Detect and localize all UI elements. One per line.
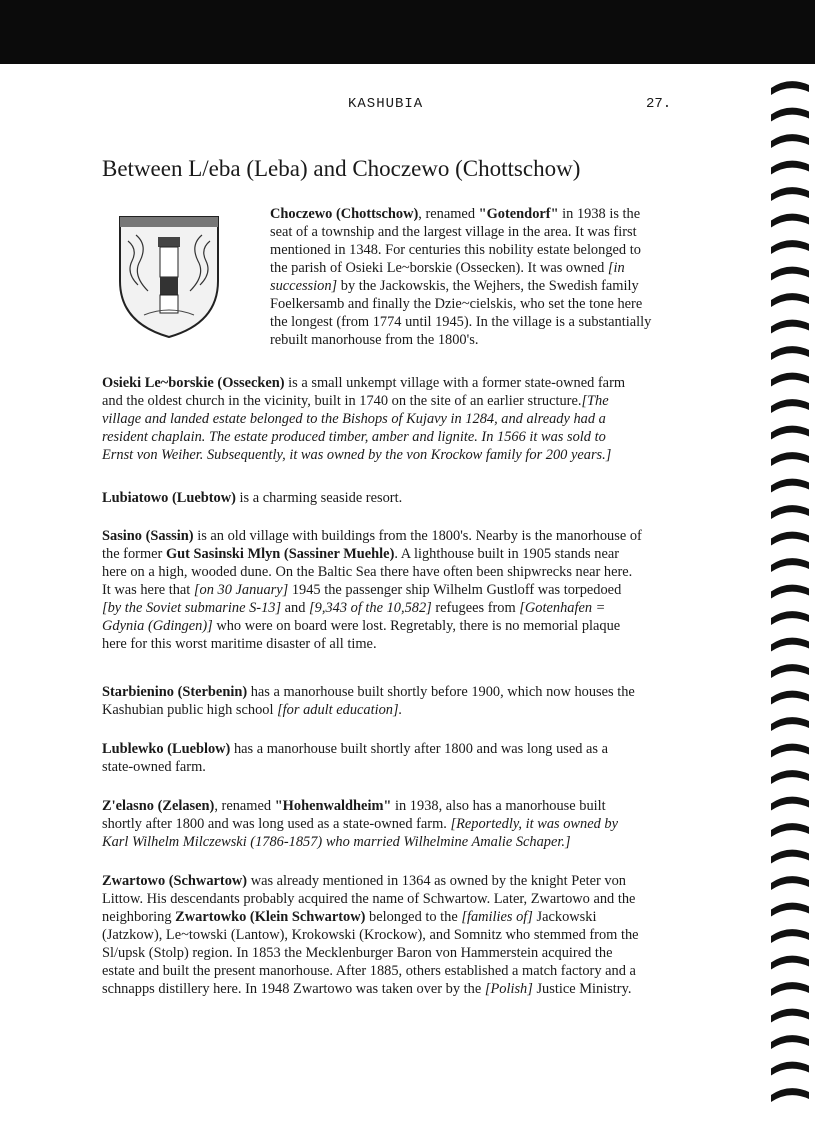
binding-coil (771, 982, 809, 996)
bracket-note: [Reportedly, it was owned by (450, 816, 618, 832)
binding-coil (771, 108, 809, 122)
binding-coil (771, 744, 809, 758)
binding-coil (771, 770, 809, 784)
text-line (102, 758, 722, 776)
text-run: and the oldest church in the vicinity, built in 1740 on the site of an earlier structure. (102, 393, 582, 409)
text-run: Sl/upsk (Stolp) region. In 1853 the Mecklenburger Baron von Hammerstein acquired the (102, 945, 613, 961)
text-run: schnapps distillery here. In 1948 Zwartowo was taken over by the (102, 981, 485, 997)
text-run: It was here that (102, 582, 194, 598)
text-line (270, 295, 710, 313)
coat-of-arms-image (114, 211, 224, 341)
running-header: KASHUBIA (348, 96, 424, 112)
place-name: Zwartowo (Schwartow) (102, 873, 248, 889)
binding-coil (771, 956, 809, 970)
binding-coil (771, 505, 809, 519)
place-name: Z'elasno (Zelasen) (102, 798, 215, 814)
binding-coil (771, 399, 809, 413)
text-line (102, 599, 722, 617)
text-line (102, 581, 722, 599)
text-run: the former (102, 546, 166, 562)
text-run: mentioned in 1348. For centuries this nobility estate belonged to (270, 242, 641, 258)
text-line (102, 374, 722, 392)
text-line (270, 223, 710, 241)
bracket-note: [in (607, 260, 625, 276)
text-run: , renamed (418, 206, 479, 222)
text-run: , renamed (214, 798, 275, 814)
text-line (102, 926, 722, 944)
bracket-note: [Polish] (484, 981, 533, 997)
bracket-note: village and landed estate belonged to the Bishops of Kujavy in 1284, and already had a (102, 411, 606, 427)
binding-coil (771, 876, 809, 890)
text-run: is a small unkempt village with a former state-owned farm (284, 375, 626, 391)
text-line (102, 701, 722, 719)
bracket-note: Ernst von Weiher. Subsequently, it was owned by the von Krockow family for 200 years.] (102, 447, 612, 463)
bracket-note: [9,343 of the 10,582] (309, 600, 432, 616)
text-run: state-owned farm. (102, 759, 206, 775)
binding-coil (771, 1062, 809, 1076)
text-line (102, 410, 722, 428)
text-line (102, 890, 722, 908)
text-run: (Jatzkow), Le~towski (Lantow), Krokowski (Krockow), and Somnitz who stemmed from the (102, 927, 639, 943)
binding-coil (771, 823, 809, 837)
paragraph-osieki (102, 374, 722, 464)
place-name: Osieki Le~borskie (Ossecken) (102, 375, 285, 391)
paragraph-zelasno (102, 797, 722, 851)
text-run: seat of a township and the largest village in the area. It was first (270, 224, 637, 240)
binding-coil (771, 452, 809, 466)
paragraph-sasino (102, 527, 722, 653)
text-line (102, 489, 722, 507)
section-heading: Between L/eba (Leba) and Choczewo (Chottschow) (102, 156, 581, 181)
bracket-note: Karl Wilhelm Milczewski (1786-1857) who married Wilhelmine Amalie Schaper.] (102, 834, 571, 850)
text-line (102, 635, 722, 653)
binding-coil (771, 214, 809, 228)
text-run: here on a high, wooded dune. On the Baltic Sea there have often been shipwrecks near here. (102, 564, 633, 580)
spiral-binding (765, 64, 815, 1123)
bracket-note: [for adult education]. (277, 702, 403, 718)
binding-coil (771, 611, 809, 625)
bracket-note: succession] (270, 278, 338, 294)
text-run: . A lighthouse built in 1905 stands near (394, 546, 620, 562)
text-run: has a manorhouse built shortly after 1800 and was long used as a (230, 741, 609, 757)
bracket-note: resident chaplain. The estate produced timber, amber and lignite. In 1566 it was sold to (102, 429, 606, 445)
text-line (102, 833, 722, 851)
binding-coil (771, 479, 809, 493)
text-run: 1945 the passenger ship Wilhelm Gustloff was torpedoed (288, 582, 622, 598)
binding-coil (771, 161, 809, 175)
text-line (270, 241, 710, 259)
text-run: estate and built the present manorhouse. After 1885, others established a match factory and a (102, 963, 636, 979)
bracket-note: Gdynia (Gdingen)] (102, 618, 213, 634)
text-run: in 1938 is the (558, 206, 641, 222)
binding-coil (771, 850, 809, 864)
binding-coil (771, 267, 809, 281)
binding-coil (771, 797, 809, 811)
bracket-note: [Gotenhafen = (519, 600, 606, 616)
text-run: the parish of Osieki Le~borskie (Ossecken). It was owned (270, 260, 608, 276)
place-name: Zwartowko (Klein Schwartow) (175, 909, 366, 925)
place-name: "Hohenwaldheim" (274, 798, 392, 814)
paragraph-starbienino (102, 683, 722, 719)
binding-coil (771, 1035, 809, 1049)
text-line (102, 563, 722, 581)
bracket-note: [on 30 January] (193, 582, 289, 598)
text-line (102, 428, 722, 446)
text-line (102, 815, 722, 833)
binding-coil (771, 373, 809, 387)
paragraph-choczewo (270, 205, 710, 349)
binding-coil (771, 929, 809, 943)
text-line (102, 797, 722, 815)
text-line (270, 331, 710, 349)
text-line (270, 313, 710, 331)
text-line (102, 446, 722, 464)
page-number: 27. (646, 96, 672, 112)
text-line (102, 545, 722, 563)
text-line (102, 872, 722, 890)
place-name: Lubiatowo (Luebtow) (102, 490, 236, 506)
place-name: Gut Sasinski Mlyn (Sassiner Muehle) (165, 546, 395, 562)
text-run: belonged to the (365, 909, 462, 925)
binding-coil (771, 558, 809, 572)
binding-coil (771, 664, 809, 678)
binding-coil (771, 81, 809, 95)
text-run: who were on board were lost. Regretably, there is no memorial plaque (212, 618, 621, 634)
text-run: shortly after 1800 and was long used as a state-owned farm. (102, 816, 451, 832)
text-run: and (281, 600, 310, 616)
place-name: Lublewko (Lueblow) (102, 741, 231, 757)
paragraph-zwartowo (102, 872, 722, 998)
text-run: the longest (from 1774 until 1945). In the village is a substantially (270, 314, 652, 330)
text-line (270, 277, 710, 295)
bracket-note: [families of] (461, 909, 533, 925)
text-line (270, 259, 710, 277)
text-line (270, 205, 710, 223)
binding-coil (771, 320, 809, 334)
text-run: is a charming seaside resort. (235, 490, 403, 506)
bracket-note: [by the Soviet submarine S-13] (102, 600, 282, 616)
text-line (102, 527, 722, 545)
text-run: Foelkersamb and finally the Dzie~cielskis, who set the tone here (270, 296, 643, 312)
binding-coil (771, 532, 809, 546)
text-run: rebuilt manorhouse from the 1800's. (270, 332, 479, 348)
place-name: "Gotendorf" (478, 206, 559, 222)
text-run: Justice Ministry. (532, 981, 632, 997)
text-line (102, 617, 722, 635)
text-run: Jackowski (532, 909, 597, 925)
binding-coil (771, 717, 809, 731)
text-line (102, 908, 722, 926)
scan-top-border (0, 0, 815, 64)
text-line (102, 392, 722, 410)
paragraph-lubiatowo (102, 489, 722, 507)
binding-coil (771, 293, 809, 307)
text-run: Littow. His descendants probably acquired the name of Schwartow. Later, Zwartowo and the (102, 891, 636, 907)
text-run: refugees from (431, 600, 520, 616)
binding-coil (771, 134, 809, 148)
text-line (102, 740, 722, 758)
text-line (102, 980, 722, 998)
paragraph-lublewko (102, 740, 722, 776)
text-run: was already mentioned in 1364 as owned by the knight Peter von (247, 873, 626, 889)
text-line (102, 944, 722, 962)
text-run: by the Jackowskis, the Wejhers, the Swedish family (337, 278, 639, 294)
text-run: is an old village with buildings from the 1800's. Nearby is the manorhouse of (193, 528, 642, 544)
text-run: neighboring (102, 909, 176, 925)
place-name: Sasino (Sassin) (102, 528, 194, 544)
text-run: in 1938, also has a manorhouse built (391, 798, 606, 814)
text-line (102, 962, 722, 980)
binding-coil (771, 426, 809, 440)
bracket-note: [The (581, 393, 609, 409)
text-run: has a manorhouse built shortly before 1900, which now houses the (247, 684, 635, 700)
place-name: Choczewo (Chottschow) (270, 206, 419, 222)
binding-coil (771, 638, 809, 652)
binding-coil (771, 903, 809, 917)
binding-coil (771, 240, 809, 254)
text-line (102, 683, 722, 701)
binding-coil (771, 691, 809, 705)
binding-coil (771, 1009, 809, 1023)
binding-coil (771, 585, 809, 599)
text-run: Kashubian public high school (102, 702, 278, 718)
place-name: Starbienino (Sterbenin) (102, 684, 248, 700)
binding-coil (771, 346, 809, 360)
binding-coil (771, 1088, 809, 1102)
text-run: here for this worst maritime disaster of all time. (102, 636, 377, 652)
binding-coil (771, 187, 809, 201)
